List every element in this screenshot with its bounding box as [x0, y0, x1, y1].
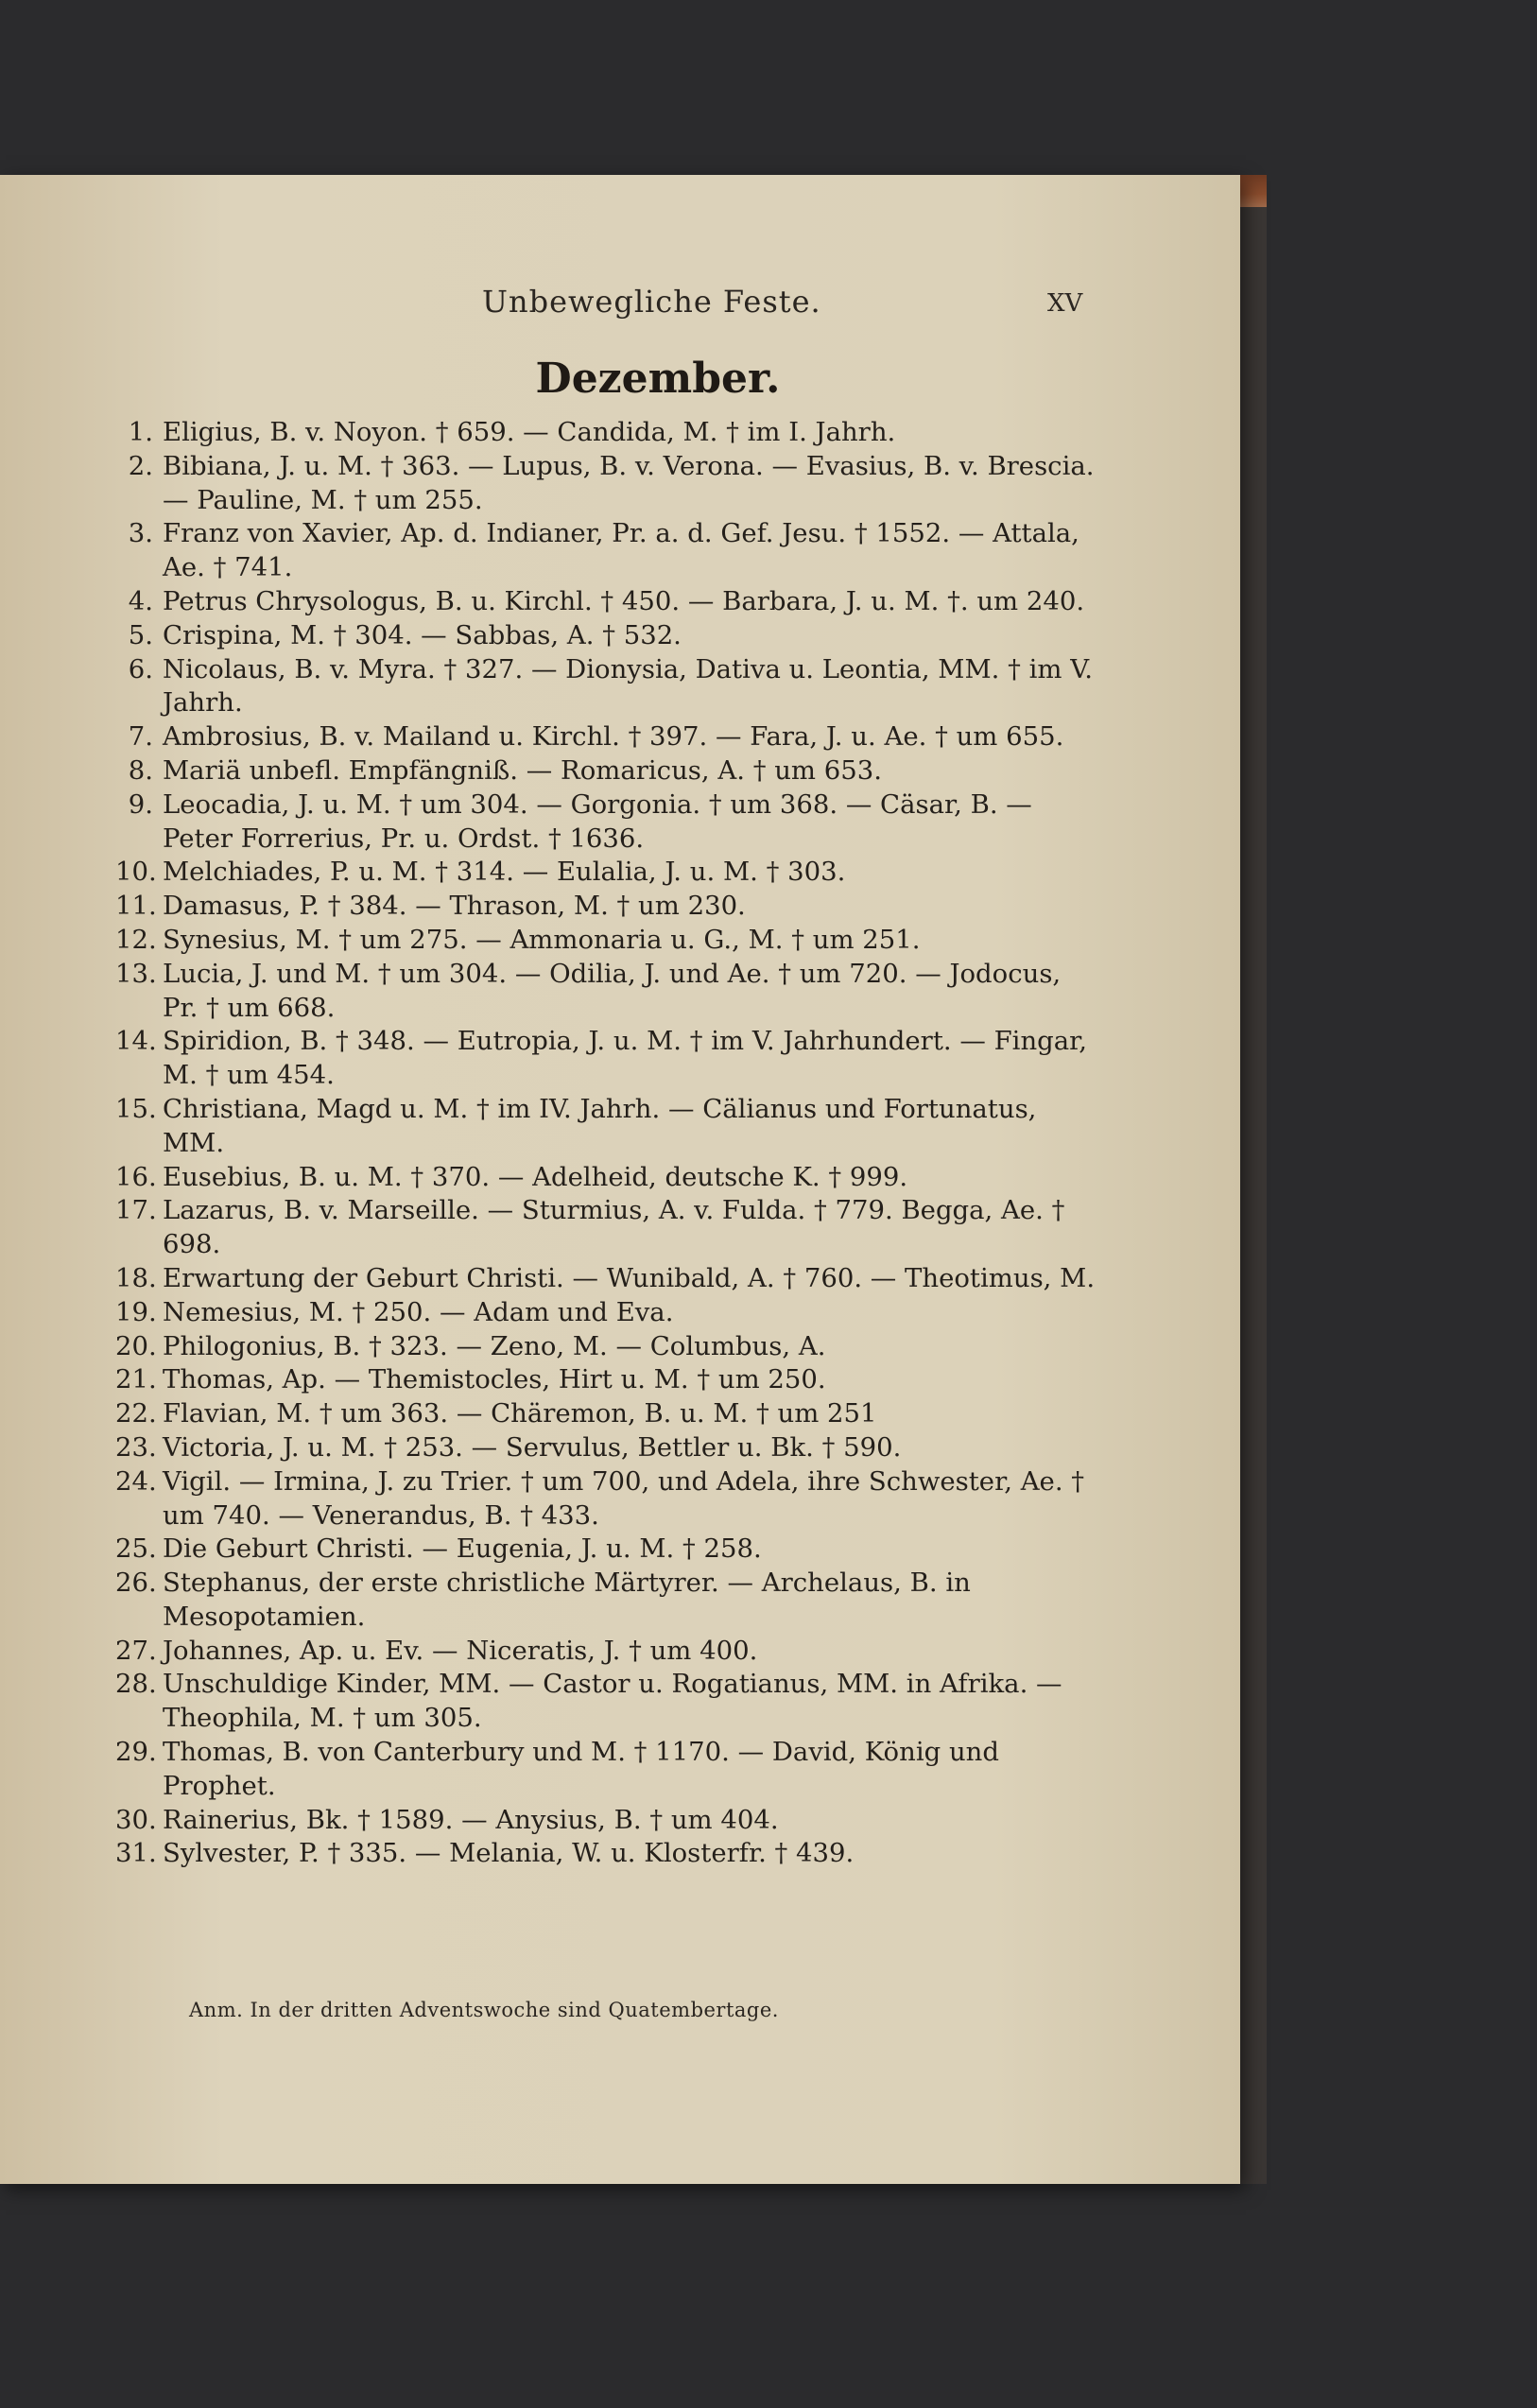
entry-text: Philogonius, B. † 323. — Zeno, M. — Columbus, A.	[163, 1330, 826, 1361]
entry-text: Lucia, J. und M. † um 304. — Odilia, J. und Ae. † um 720. — Jodocus, Pr. † um 668.	[163, 958, 1062, 1023]
list-item	[115, 1465, 1098, 1533]
running-head	[0, 284, 1240, 327]
list-item	[115, 653, 1098, 721]
entry-number: 26.	[115, 1568, 157, 1599]
entry-text: Thomas, B. von Canterbury und M. † 1170. — David, König und Prophet.	[163, 1737, 999, 1801]
entry-text: Synesius, M. † um 275. — Ammonaria u. G., M. † um 251.	[163, 924, 921, 955]
entry-text: Leocadia, J. u. M. † um 304. — Gorgonia. † um 368. — Cäsar, B. — Peter Forrerius, Pr. u. Ordst. † 1636.	[163, 788, 1032, 854]
entry-text: Lazarus, B. v. Marseille. — Sturmius, A. v. Fulda. † 779. Begga, Ae. † 698.	[163, 1195, 1065, 1260]
entry-number: 19.	[115, 1296, 157, 1327]
entry-list	[115, 416, 1098, 1871]
entry-text: Franz von Xavier, Ap. d. Indianer, Pr. a. d. Gef. Jesu. † 1552. — Attala, Ae. † 741.	[163, 518, 1079, 583]
entry-number: 27.	[115, 1635, 157, 1666]
list-item	[115, 1668, 1098, 1736]
book-right-edge	[1240, 207, 1267, 2184]
list-item	[115, 856, 1098, 890]
list-item	[115, 1567, 1098, 1635]
list-item	[115, 1363, 1098, 1397]
entry-text: Thomas, Ap. — Themistocles, Hirt u. M. † um 250.	[163, 1364, 826, 1395]
list-item	[115, 1804, 1098, 1838]
entry-number: 21.	[115, 1364, 157, 1395]
list-item	[115, 1093, 1098, 1161]
entry-text: Rainerius, Bk. † 1589. — Anysius, B. † um 404.	[163, 1804, 779, 1835]
entry-text: Victoria, J. u. M. † 253. — Servulus, Bettler u. Bk. † 590.	[163, 1431, 902, 1463]
list-item	[115, 720, 1098, 754]
list-item	[115, 1635, 1098, 1669]
entry-number: 25.	[115, 1533, 157, 1565]
list-item	[115, 1161, 1098, 1195]
entry-number: 8.	[128, 754, 153, 786]
entry-number: 20.	[115, 1330, 157, 1361]
list-item	[115, 450, 1098, 518]
entry-text: Nemesius, M. † 250. — Adam und Eva.	[163, 1296, 674, 1327]
list-item	[115, 788, 1098, 857]
entry-text: Erwartung der Geburt Christi. — Wunibald, A. † 760. — Theotimus, M.	[163, 1262, 1096, 1293]
list-item	[115, 754, 1098, 788]
list-item	[115, 958, 1098, 1026]
entry-text: Sylvester, P. † 335. — Melania, W. u. Klosterfr. † 439.	[163, 1838, 855, 1869]
list-item	[115, 1194, 1098, 1262]
entry-number: 17.	[115, 1195, 157, 1226]
entry-text: Flavian, M. † um 363. — Chäremon, B. u. M. † um 251	[163, 1398, 877, 1429]
entry-text: Johannes, Ap. u. Ev. — Niceratis, J. † um 400.	[163, 1635, 758, 1666]
entry-text: Eusebius, B. u. M. † 370. — Adelheid, deutsche K. † 999.	[163, 1161, 908, 1192]
footnote: Anm. In der dritten Adventswoche sind Quatembertage.	[189, 1999, 779, 2021]
entry-number: 29.	[115, 1737, 157, 1768]
entry-number: 10.	[115, 857, 157, 888]
entry-number: 2.	[128, 450, 153, 481]
entry-text: Petrus Chrysologus, B. u. Kirchl. † 450. — Barbara, J. u. M. †. um 240.	[163, 585, 1085, 616]
entry-text: Bibiana, J. u. M. † 363. — Lupus, B. v. Verona. — Evasius, B. v. Brescia. — Pauline, M. † um 255.	[163, 450, 1095, 515]
month-heading: Dezember.	[535, 355, 781, 403]
page-number: XV	[1047, 289, 1083, 318]
entry-text: Eligius, B. v. Noyon. † 659. — Candida, M. † im I. Jahrh.	[163, 417, 896, 447]
list-item	[115, 517, 1098, 585]
list-item	[115, 1736, 1098, 1804]
list-item	[115, 890, 1098, 924]
entry-number: 12.	[115, 924, 157, 955]
entry-number: 16.	[115, 1161, 157, 1192]
entry-number: 4.	[128, 585, 153, 616]
entry-text: Damasus, P. † 384. — Thrason, M. † um 230.	[163, 891, 746, 922]
entry-number: 11.	[115, 891, 157, 922]
list-item	[115, 1533, 1098, 1567]
entry-number: 14.	[115, 1026, 157, 1057]
entry-number: 15.	[115, 1093, 157, 1124]
entry-number: 7.	[128, 721, 153, 753]
entry-number: 23.	[115, 1431, 157, 1463]
list-item	[115, 585, 1098, 619]
list-item	[115, 416, 1098, 450]
entry-number: 6.	[128, 653, 153, 684]
running-title: Unbewegliche Feste.	[482, 284, 821, 320]
list-item	[115, 1397, 1098, 1431]
entry-text: Vigil. — Irmina, J. zu Trier. † um 700, und Adela, ihre Schwester, Ae. † um 740. — Venerandus, B. † 433.	[163, 1465, 1085, 1531]
entry-number: 28.	[115, 1669, 157, 1700]
entry-number: 30.	[115, 1804, 157, 1835]
entry-number: 9.	[128, 788, 153, 820]
entry-text: Nicolaus, B. v. Myra. † 327. — Dionysia, Dativa u. Leontia, MM. † im V. Jahrh.	[163, 653, 1093, 719]
entry-text: Unschuldige Kinder, MM. — Castor u. Rogatianus, MM. in Afrika. — Theophila, M. † um 305.	[163, 1669, 1062, 1734]
entry-number: 22.	[115, 1398, 157, 1429]
entry-text: Die Geburt Christi. — Eugenia, J. u. M. † 258.	[163, 1533, 762, 1565]
list-item	[115, 1296, 1098, 1330]
list-item	[115, 619, 1098, 653]
entry-number: 18.	[115, 1262, 157, 1293]
entry-number: 31.	[115, 1838, 157, 1869]
entry-number: 24.	[115, 1465, 157, 1497]
entry-text: Mariä unbefl. Empfängniß. — Romaricus, A. † um 653.	[163, 754, 882, 786]
entry-text: Christiana, Magd u. M. † im IV. Jahrh. — Cälianus und Fortunatus, MM.	[163, 1093, 1037, 1158]
list-item	[115, 1025, 1098, 1093]
entry-number: 3.	[128, 518, 153, 549]
entry-text: Spiridion, B. † 348. — Eutropia, J. u. M. † im V. Jahrhundert. — Fingar, M. † um 454.	[163, 1026, 1088, 1091]
list-item	[115, 1262, 1098, 1296]
entry-text: Ambrosius, B. v. Mailand u. Kirchl. † 397. — Fara, J. u. Ae. † um 655.	[163, 721, 1064, 753]
entry-text: Stephanus, der erste christliche Märtyrer. — Archelaus, B. in Mesopotamien.	[163, 1568, 971, 1632]
list-item	[115, 924, 1098, 958]
list-item	[115, 1330, 1098, 1364]
entry-text: Melchiades, P. u. M. † 314. — Eulalia, J. u. M. † 303.	[163, 857, 846, 888]
entry-number: 13.	[115, 958, 157, 989]
list-item	[115, 1837, 1098, 1871]
entry-text: Crispina, M. † 304. — Sabbas, A. † 532.	[163, 619, 682, 650]
list-item	[115, 1431, 1098, 1465]
entry-number: 5.	[128, 619, 153, 650]
entry-number: 1.	[128, 417, 153, 447]
